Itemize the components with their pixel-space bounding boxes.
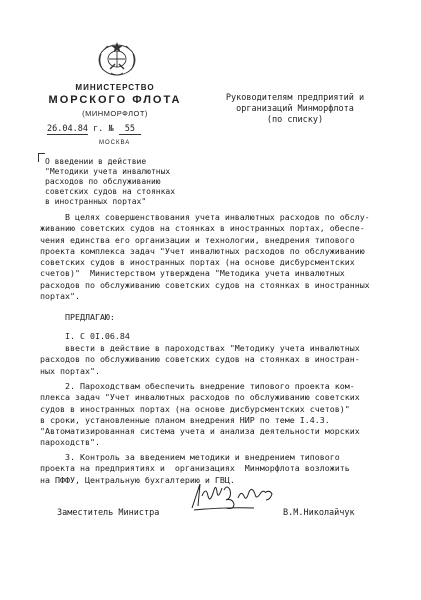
subject: О введении в действие "Методики учета инвалютных расходов по обслуживанию советских судов на стоянках в иностранных портах" xyxy=(45,157,176,206)
document-date-number xyxy=(47,124,141,134)
item-1-text: ввести в действие в пароходствах "Методику учета инвалютных расходов по обслуживанию советских судов на стоянках в иностран- ных портах". xyxy=(40,343,360,376)
ministry-abbreviation: (МИНМОРФЛОТ) xyxy=(82,109,148,118)
proposal-heading: ПРЕДЛАГАЮ: xyxy=(40,312,115,322)
subject-bracket xyxy=(38,153,45,162)
document-number: 55 xyxy=(119,124,141,135)
ministry-name-line2: МОРСКОГО ФЛОТА xyxy=(48,94,182,106)
addressee: Руководителям предприятий и организаций Минморфлота (по списку) xyxy=(225,93,365,125)
signatory-name: В.М.Николайчук xyxy=(283,508,355,518)
document-date: 26.04.84 xyxy=(47,124,88,134)
ministry-name-line1: МИНИСТЕРСТВО xyxy=(75,83,155,92)
date-suffix: г. xyxy=(93,124,104,134)
intro-paragraph: В целях совершенствования учета инвалютных расходов по обслу- живанию советских судов на стоянках в иностранных портах, обеспе- чения единства его организации и технологии, внедрения типового проекта комплекса задач "Учет инвалютных расходов по обслуживанию советских судов в иностранных портах (на основе дисбурсментских счетов)" Министерством утверждена "Методика учета инвалютных расходов по обслуживанию советских судов на стоянках в иностранных портах". xyxy=(40,212,370,302)
handwritten-signature xyxy=(188,478,278,514)
number-sign: № xyxy=(108,124,114,134)
item-1-heading: I. С 0I.06.84 xyxy=(40,331,130,341)
city-label: МОСКВА xyxy=(99,140,131,146)
item-2-text: 2. Пароходствам обеспечить внедрение типового проекта ком- плекса задач "Учет инвалютных расходов по обслуживанию советских судов в иностранных портах (на основе дисбурсментских счетов)" в сроки, установленные планом внедрения НИР по теме I.4.3. "Автоматизированная система учета и анализа деятельности морских пароходств". xyxy=(40,381,360,448)
item-3-text: 3. Контроль за введением методики и внедрением типового проекта на предприятиях и организациях Минморфлота возложить на ПФФУ, Центральную бухгалтерию и ГВЦ. xyxy=(40,452,350,485)
state-emblem-icon xyxy=(95,40,139,80)
signatory-title: Заместитель Министра xyxy=(57,508,160,518)
